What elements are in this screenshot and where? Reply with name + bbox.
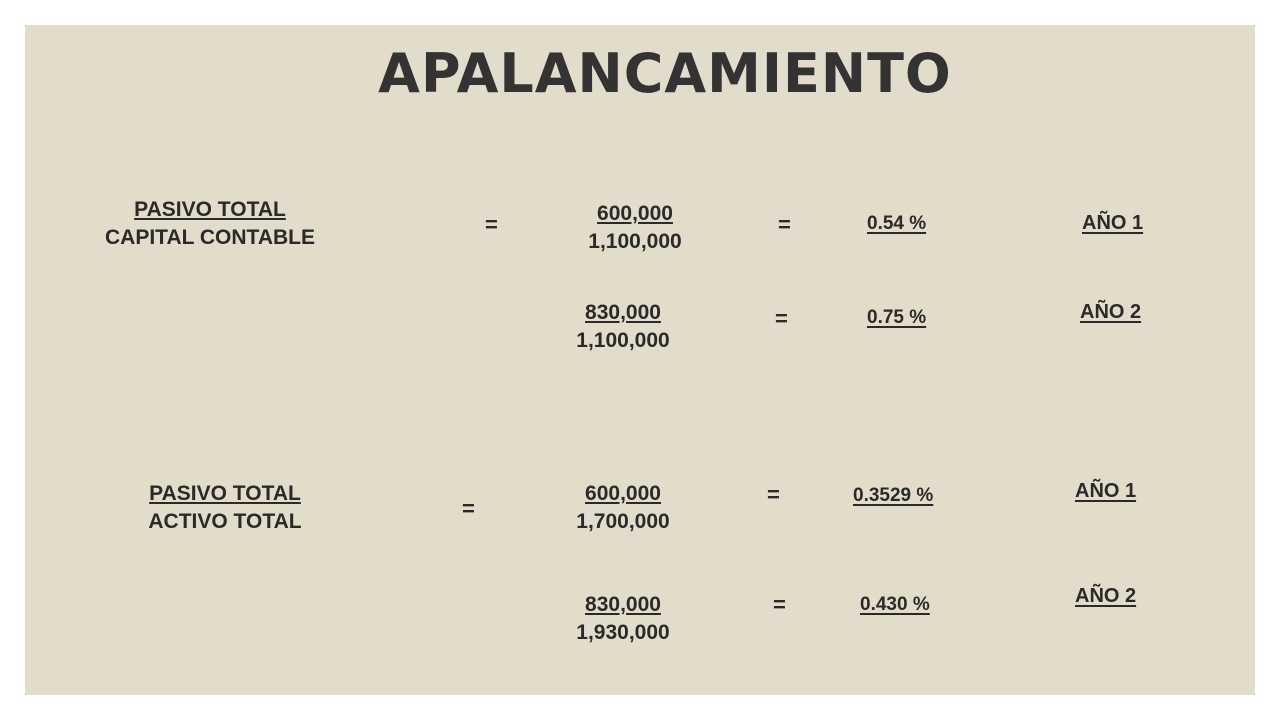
- year1-numerator: 600,000: [597, 202, 673, 225]
- year1-denominator: 1,100,000: [588, 230, 682, 253]
- year1-label: AÑO 1: [1075, 480, 1137, 502]
- equals-sign: =: [775, 306, 788, 331]
- page-title: APALANCAMIENTO: [378, 42, 952, 105]
- ratio-numerator: PASIVO TOTAL: [134, 198, 286, 221]
- year1-fraction: [548, 480, 698, 536]
- year2-fraction: [548, 591, 698, 647]
- ratio-denominator: CAPITAL CONTABLE: [105, 226, 315, 249]
- year1-denominator: 1,700,000: [576, 510, 670, 533]
- year2-label: AÑO 2: [1075, 585, 1137, 607]
- ratio-numerator: PASIVO TOTAL: [149, 482, 301, 505]
- ratio-fraction-2: [100, 480, 350, 536]
- year2-label: AÑO 2: [1080, 301, 1142, 323]
- year1-label: AÑO 1: [1082, 212, 1144, 234]
- year2-numerator: 830,000: [585, 593, 661, 616]
- ratio-fraction-1: [80, 196, 340, 252]
- year1-result: 0.3529 %: [853, 485, 934, 506]
- year2-result: 0.430 %: [860, 594, 930, 615]
- equals-sign: =: [778, 212, 791, 237]
- equals-sign: =: [767, 482, 780, 507]
- year1-fraction: [560, 200, 710, 256]
- ratio-denominator: ACTIVO TOTAL: [148, 510, 302, 533]
- equals-sign: =: [773, 592, 786, 617]
- equals-sign: =: [462, 496, 475, 521]
- year1-result: 0.54 %: [867, 213, 927, 234]
- equals-sign: =: [485, 212, 498, 237]
- year2-numerator: 830,000: [585, 301, 661, 324]
- year2-denominator: 1,100,000: [576, 329, 670, 352]
- year2-fraction: [548, 299, 698, 355]
- year2-denominator: 1,930,000: [576, 621, 670, 644]
- year1-numerator: 600,000: [585, 482, 661, 505]
- year2-result: 0.75 %: [867, 307, 927, 328]
